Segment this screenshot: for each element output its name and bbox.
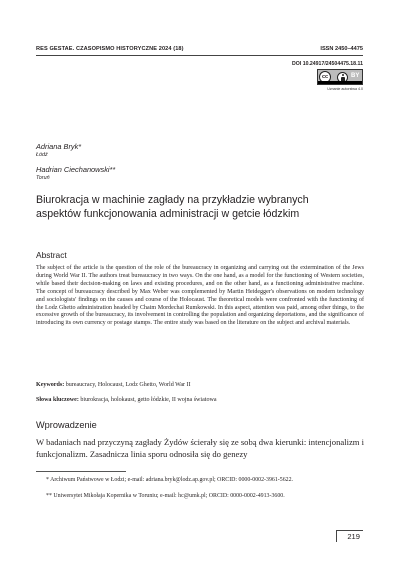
cc-by-text: BY: [351, 73, 360, 79]
footnote: ** Uniwersytet Mikołaja Kopernika w Toruniu; e-mail: hc@umk.pl; ORCID: 0000-0002-4913-3600.: [46, 493, 285, 499]
footnote: * Archiwum Państwowe w Łodzi; e-mail: adriana.bryk@lodz.ap.gov.pl; ORCID: 0000-0002-3961-5622.: [46, 477, 294, 483]
keywords-label: Keywords:: [36, 382, 65, 388]
author-affiliation: Łódź: [36, 152, 48, 158]
header-rule: [36, 55, 363, 56]
abstract-text: The subject of the article is the question of the role of the bureaucracy in organizing and carrying out the extermination of the Jews during World War II. The authors treat bureaucracy in two ways. On the one hand, as a model for the functioning of Western societies, while based their decision-making on laws and existing procedures, and on the other hand, as a functioning administrative machine. The concept of bureaucracy described by Max Weber was complemented by Martin Heidegger's observations on modern technology and sociologists' findings on the causes and course of the Holocaust. The theoretical models were confronted with the functioning of the Lodz Ghetto administration headed by Chaim Mordechai Rumkowski. In this aspect, attention was paid, among other things, to the excessive growth of the bureaucracy, its involvement in controlling the population and organizing deportations, and the significance of introducing its own currency or postage stamps. The entire study was based on the literature on the subject and archival materials.: [36, 265, 364, 327]
footnote-rule: [36, 471, 126, 472]
keywords-text: bureaucracy, Holocaust, Lodz Ghetto, World War II: [65, 382, 191, 388]
abstract-heading: Abstract: [36, 250, 67, 260]
section-heading: Wprowadzenie: [36, 420, 97, 430]
issn: ISSN 2450–4475: [320, 46, 363, 52]
journal-name: RES GESTAE. CZASOPISMO HISTORYCZNE 2024 (18): [36, 46, 184, 52]
doi[interactable]: DOI 10.24917/24504475.18.11: [292, 61, 363, 67]
author-name: Adriana Bryk*: [36, 142, 82, 151]
slowa-kluczowe: [36, 397, 364, 405]
cc-by-license-badge[interactable]: [317, 69, 363, 85]
article-title: Biurokracja w machinie zagłady na przykładzie wybranych aspektów funkcjonowania administracji w getcie łódzkim: [36, 194, 309, 221]
author-affiliation: Toruń: [36, 175, 50, 181]
author-name: Hadrian Ciechanowski**: [36, 165, 116, 174]
keywords: [36, 382, 364, 390]
body-paragraph: W badaniach nad przyczyną zagłady Żydów ścierały się ze sobą dwa kierunki: intencjonalizm i funkcjonalizm. Zasadnicza linia sporu odnosiła się do genezy: [36, 437, 364, 459]
cc-icon: cc: [319, 71, 331, 83]
slowa-kluczowe-text: biurokracja, holokaust, getto łódzkie, II wojna światowa: [80, 397, 217, 403]
slowa-kluczowe-label: Słowa kluczowe:: [36, 397, 79, 403]
page-number: 219: [347, 532, 360, 541]
license-label: Uznanie autorstwa 4.0: [327, 87, 363, 91]
